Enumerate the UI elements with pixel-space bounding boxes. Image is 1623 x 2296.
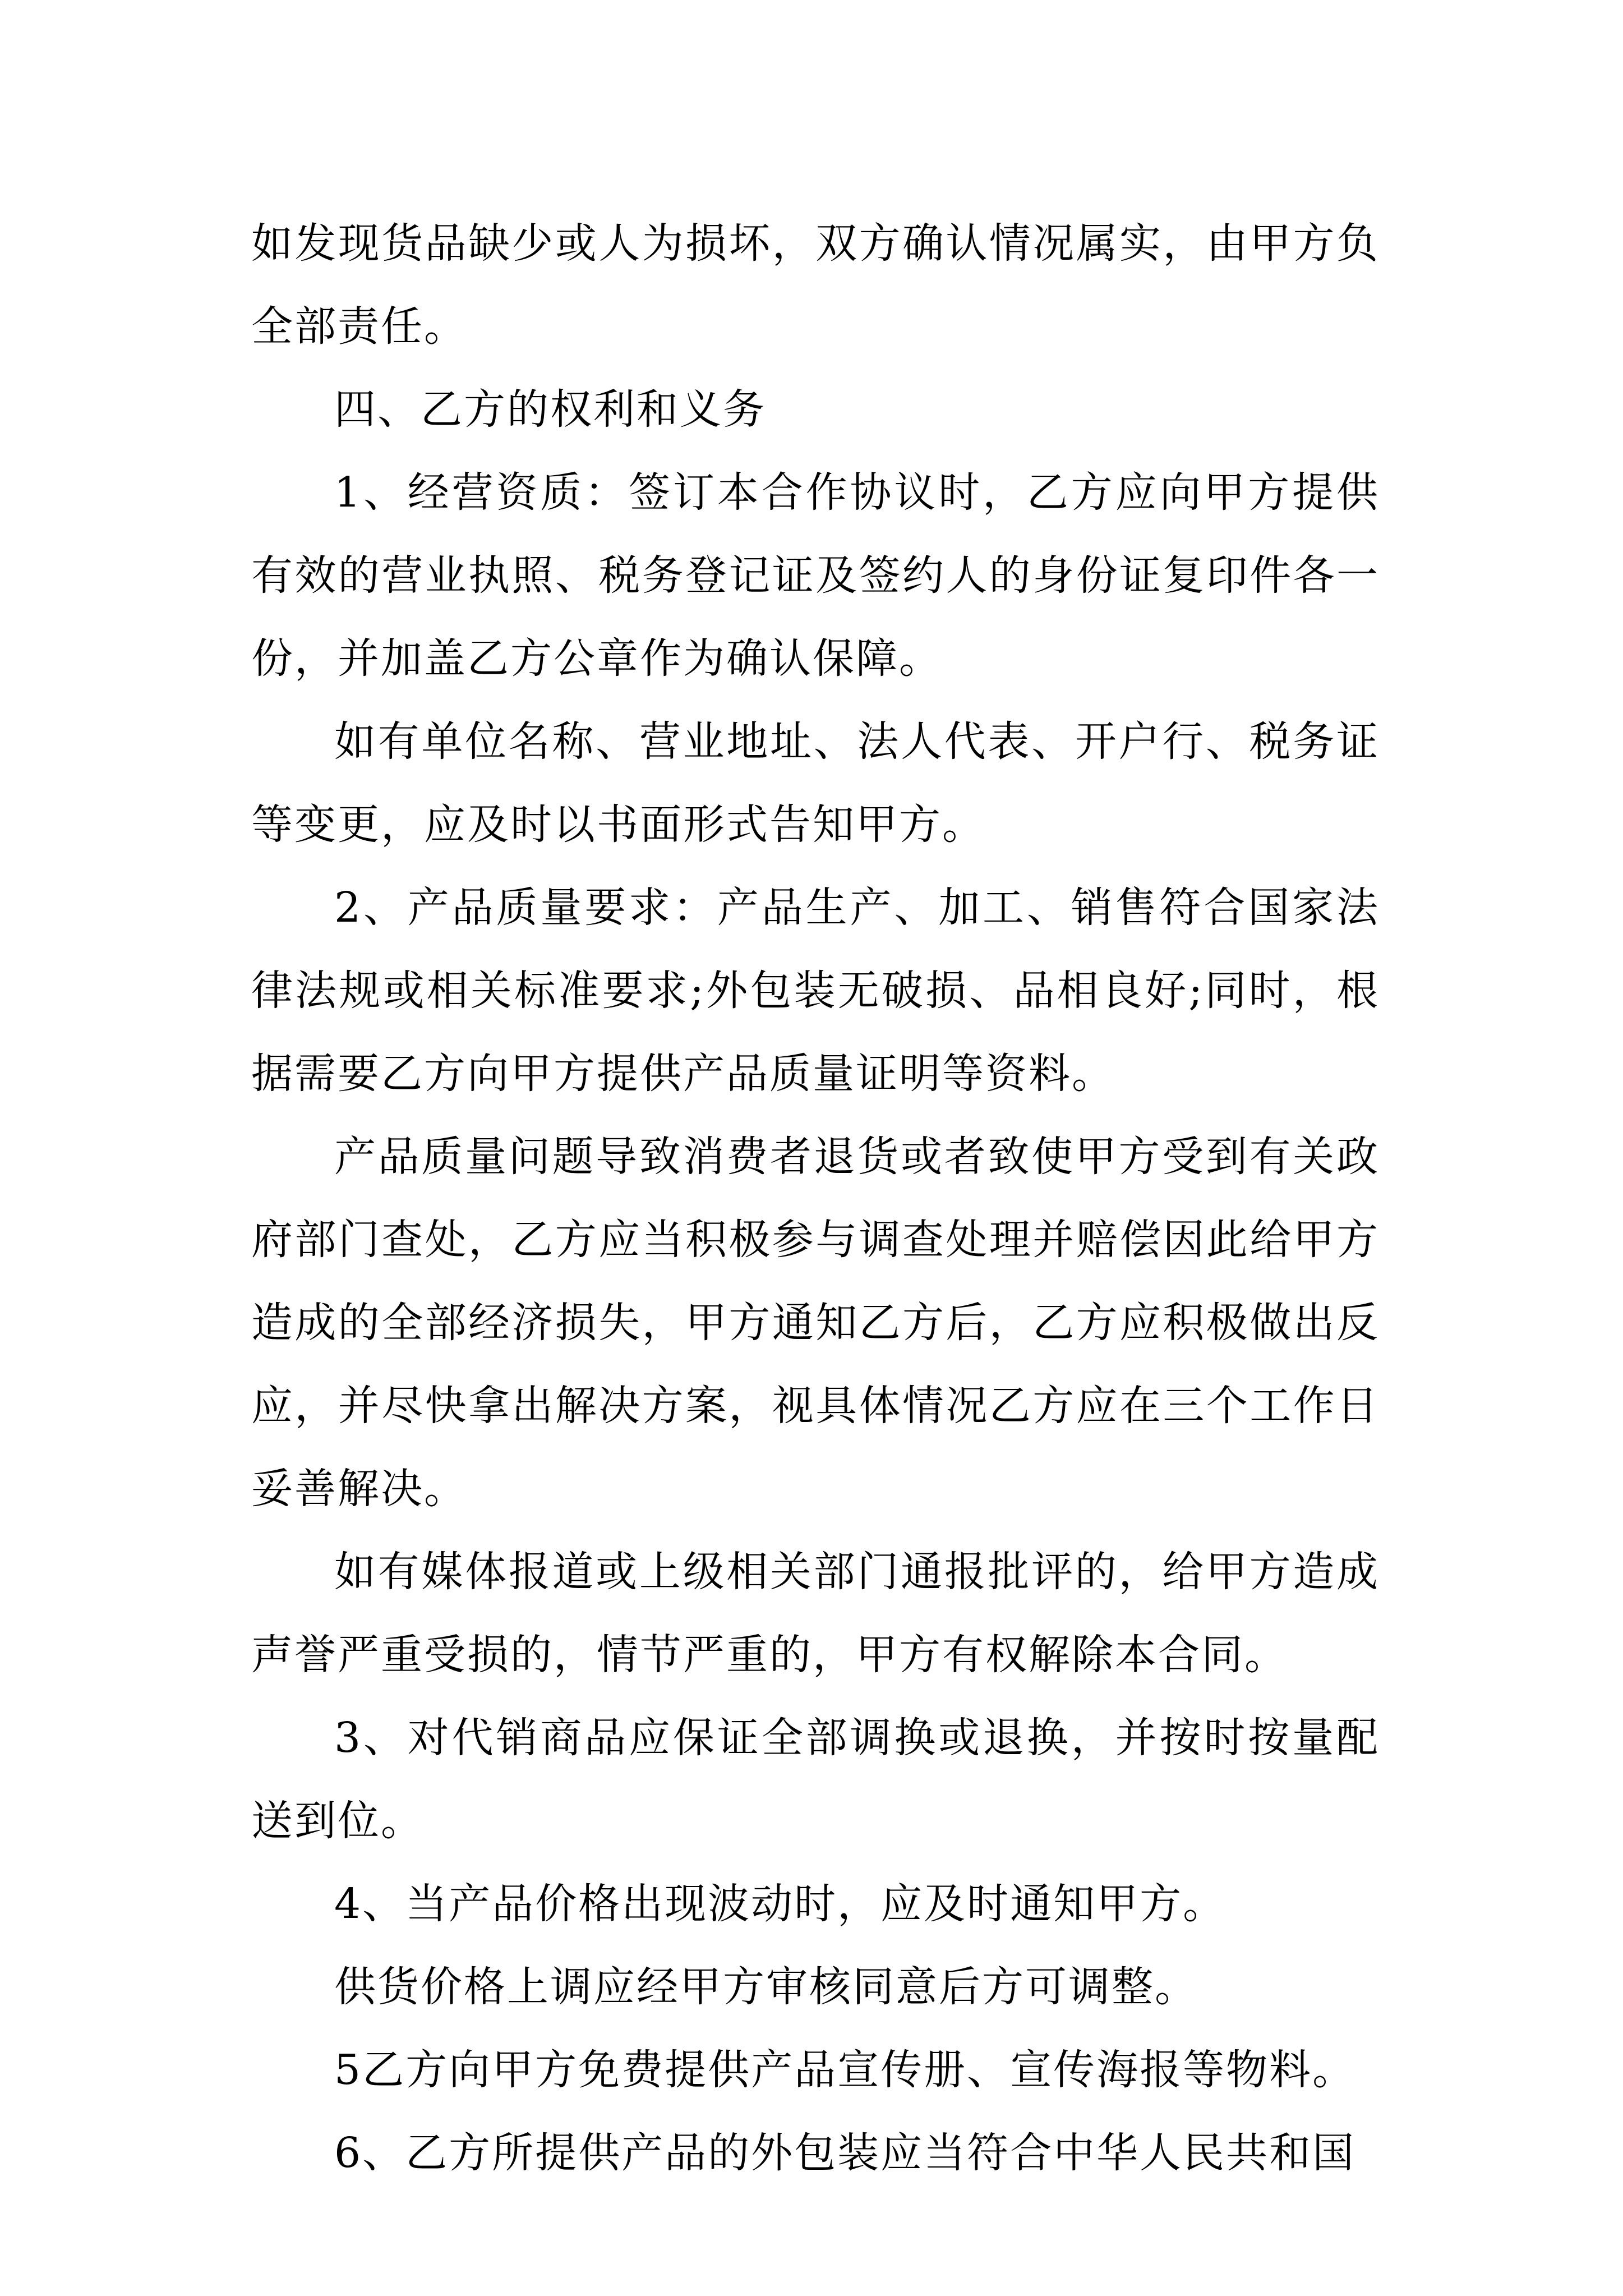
document-body xyxy=(251,202,1380,2194)
paragraph-2: 1、经营资质：签订本合作协议时，乙方应向甲方提供有效的营业执照、税务登记证及签约人的身份证复印件各一份，并加盖乙方公章作为确认保障。 xyxy=(251,468,1380,683)
paragraph-9: 供货价格上调应经甲方审核同意后方可调整。 xyxy=(334,1963,1198,2011)
paragraph-4: 2、产品质量要求：产品生产、加工、销售符合国家法律法规或相关标准要求;外包装无破损、品相良好;同时，根据需要乙方向甲方提供产品质量证明等资料。 xyxy=(251,884,1380,1098)
section-heading-4: 四、乙方的权利和义务 xyxy=(334,385,766,434)
paragraph-5: 产品质量问题导致消费者退货或者致使甲方受到有关政府部门查处，乙方应当积极参与调查处理并赔偿因此给甲方造成的全部经济损失，甲方通知乙方后，乙方应积极做出反应，并尽快拿出解决方案，视具体情况乙方应在三个工作日妥善解决。 xyxy=(251,1133,1380,1513)
paragraph-11: 6、乙方所提供产品的外包装应当符合中华人民共和国 xyxy=(334,2129,1356,2177)
paragraph-3: 如有单位名称、营业地址、法人代表、开户行、税务证等变更，应及时以书面形式告知甲方。 xyxy=(251,717,1380,849)
paragraph-10: 5乙方向甲方免费提供产品宣传册、宣传海报等物料。 xyxy=(334,2046,1356,2094)
paragraph-8: 4、当产品价格出现波动时，应及时通知甲方。 xyxy=(334,1880,1227,1928)
paragraph-1: 如发现货品缺少或人为损坏，双方确认情况属实，由甲方负全部责任。 xyxy=(251,219,1380,351)
paragraph-7: 3、对代销商品应保证全部调换或退换，并按时按量配送到位。 xyxy=(251,1714,1380,1845)
paragraph-6: 如有媒体报道或上级相关部门通报批评的，给甲方造成声誉严重受损的，情节严重的，甲方有权解除本合同。 xyxy=(251,1548,1380,1679)
